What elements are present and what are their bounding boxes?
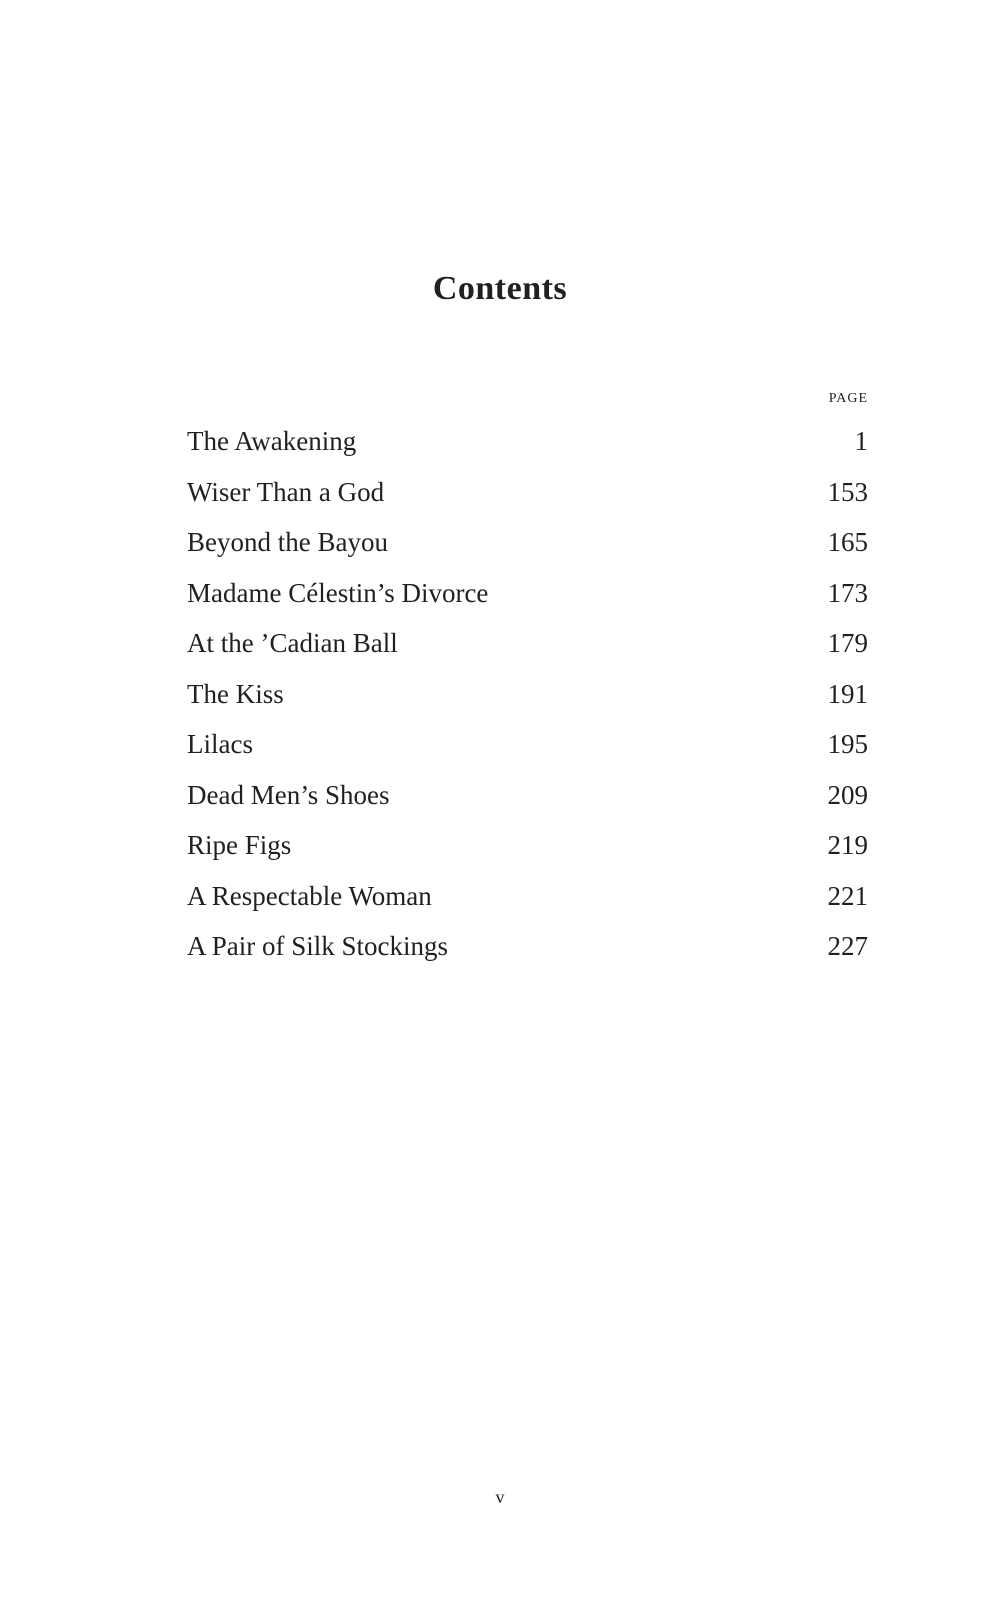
toc-entry-page: 179 — [827, 628, 868, 658]
toc-entry-title: Madame Célestin’s Divorce — [187, 577, 489, 608]
toc-entry-page: 219 — [827, 830, 868, 860]
toc-entry — [187, 529, 868, 580]
toc-entry — [187, 880, 868, 934]
toc-entry-page: 209 — [827, 779, 868, 810]
toc-entry-title: Wiser Than a God — [187, 476, 385, 507]
toc-entry-page: 227 — [827, 931, 868, 961]
toc-entry-title: Ripe Figs — [187, 830, 292, 860]
toc-entry — [187, 731, 868, 782]
toc-entry-page: 1 — [854, 426, 868, 456]
toc-entry — [187, 476, 868, 530]
toc-entry-title: The Kiss — [187, 678, 284, 709]
page-number: v — [495, 1487, 505, 1507]
toc-entry-page: 153 — [827, 476, 868, 507]
toc-entry — [187, 832, 868, 883]
toc-entry — [187, 933, 868, 984]
toc-entry-page: 173 — [827, 577, 868, 608]
toc-entry — [187, 779, 868, 833]
page-title: Contents — [432, 270, 568, 307]
toc-entry-title: Dead Men’s Shoes — [187, 779, 390, 810]
table-of-contents — [187, 428, 868, 984]
toc-entry-page: 191 — [827, 678, 868, 709]
toc-entry-title: At the ’Cadian Ball — [187, 628, 398, 658]
toc-entry-title: Lilacs — [187, 729, 253, 759]
toc-entry — [187, 630, 868, 681]
toc-entry-title: The Awakening — [187, 426, 357, 456]
toc-entry-page: 195 — [827, 729, 868, 759]
toc-entry — [187, 428, 868, 479]
page-column-label: PAGE — [828, 391, 868, 406]
toc-entry-title: Beyond the Bayou — [187, 527, 388, 557]
toc-entry-page: 221 — [827, 880, 868, 911]
toc-entry — [187, 577, 868, 631]
toc-entry-page: 165 — [827, 527, 868, 557]
toc-entry-title: A Respectable Woman — [187, 880, 432, 911]
toc-entry — [187, 678, 868, 732]
toc-entry-title: A Pair of Silk Stockings — [187, 931, 449, 961]
